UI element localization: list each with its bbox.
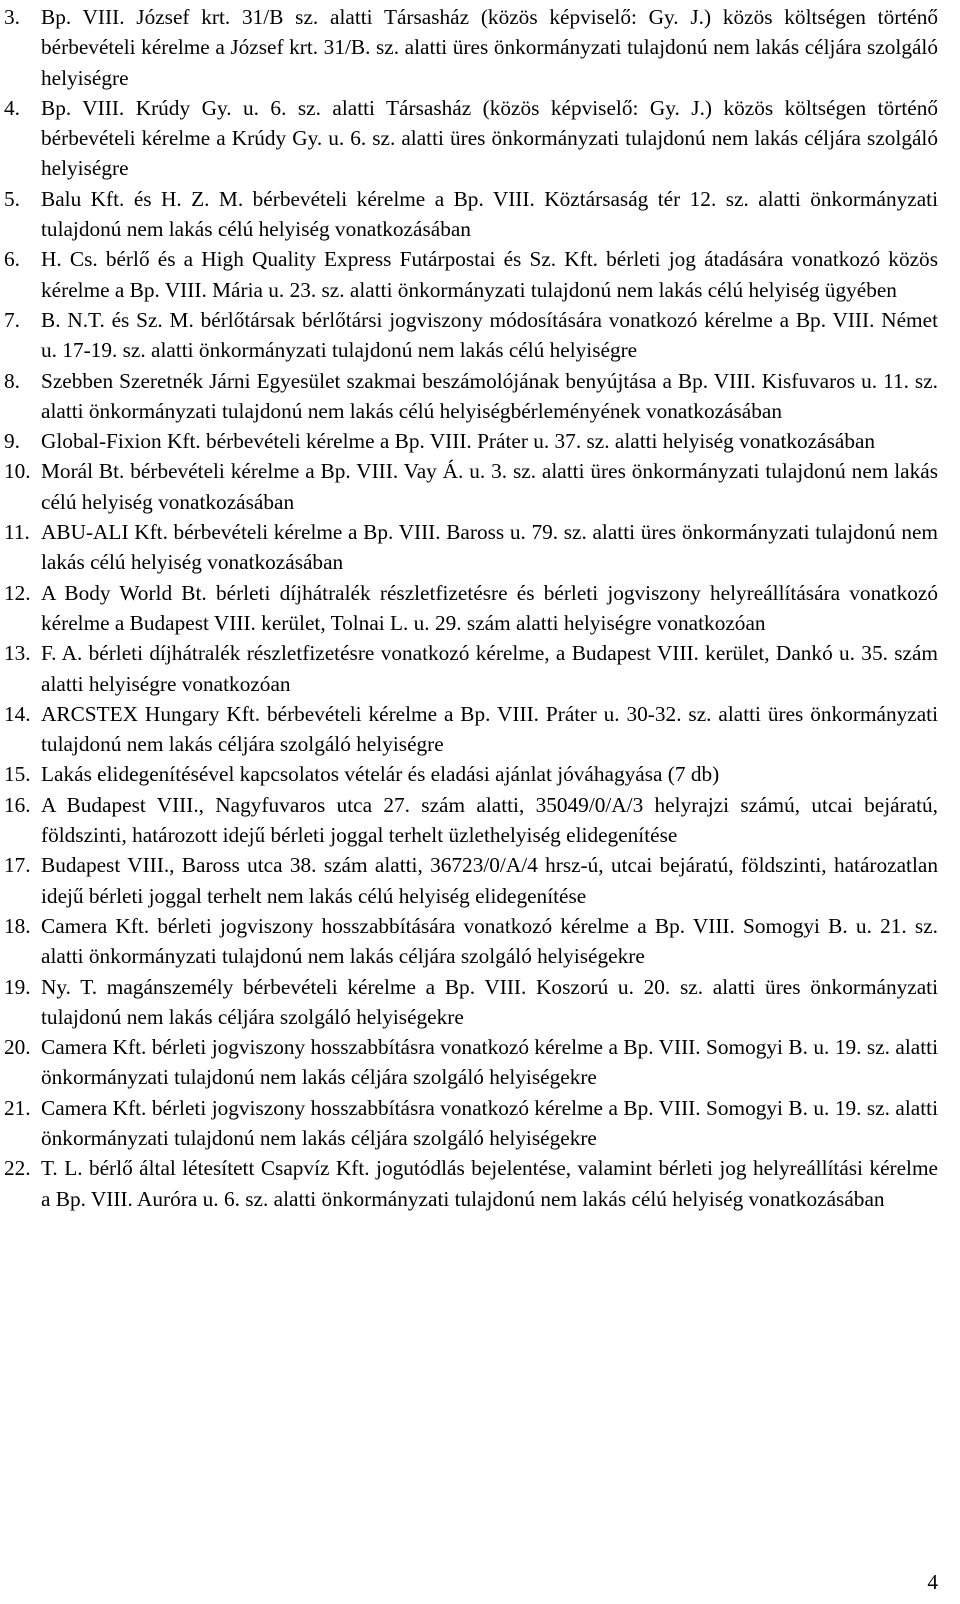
item-text: T. L. bérlő által létesített Csapvíz Kft. jogutódlás bejelentése, valamint bérleti jog helyreállítási kérelme a Bp. VIII. Auróra u. 6. sz. alatti önkormányzati tulajdonú nem lakás célú helyiség vonatkozásában	[41, 1156, 938, 1211]
item-text: ARCSTEX Hungary Kft. bérbevételi kérelme a Bp. VIII. Práter u. 30-32. sz. alatti üres önkormányzati tulajdonú nem lakás céljára szolgáló helyiségre	[41, 701, 938, 757]
page-number: 4	[927, 1570, 938, 1594]
item-text: Budapest VIII., Baross utca 38. szám alatti, 36723/0/A/4 hrsz-ú, utcai bejáratú, földszinti, határozatlan idejű bérleti joggal terhelt nem lakás célú helyiség elidegenítése	[41, 853, 938, 908]
item-text: Ny. T. magánszemély bérbevételi kérelme a Bp. VIII. Koszorú u. 20. sz. alatti üres önkormányzati tulajdonú nem lakás céljára szolgáló helyiségekre	[41, 974, 938, 1029]
item-number: 4.	[4, 95, 20, 120]
item-number: 8.	[4, 368, 20, 393]
item-text: Bp. VIII. József krt. 31/B sz. alatti Társasház (közös képviselő: Gy. J.) közös költségen történő bérbevételi kérelme a József krt. 31/B. sz. alatti üres önkormányzati tulajdonú nem lakás céljára szolgáló helyiségre	[41, 5, 938, 90]
agenda-item-14	[4, 699, 938, 760]
item-number: 7.	[4, 307, 20, 332]
item-number: 11.	[4, 520, 30, 545]
item-number: 9.	[4, 429, 20, 454]
item-text: Morál Bt. bérbevételi kérelme a Bp. VIII. Vay Á. u. 3. sz. alatti üres önkormányzati tulajdonú nem lakás célú helyiség vonatkozásában	[41, 459, 938, 514]
item-text: Lakás elidegenítésével kapcsolatos vételár és eladási ajánlat jóváhagyása (7 db)	[41, 762, 720, 787]
item-number: 3.	[4, 5, 20, 29]
agenda-item-9	[4, 426, 938, 456]
agenda-item-20	[4, 1032, 938, 1093]
agenda-item-11	[4, 517, 938, 578]
item-text: Camera Kft. bérleti jogviszony hosszabbítására vonatkozó kérelme a Bp. VIII. Somogyi B. u. 21. sz. alatti önkormányzati tulajdonú nem lakás céljára szolgáló helyiségekre	[41, 913, 938, 969]
item-number: 5.	[4, 186, 20, 211]
agenda-list	[4, 2, 938, 1214]
agenda-item-6	[4, 244, 938, 305]
item-number: 10.	[4, 459, 31, 484]
item-number: 21.	[4, 1095, 31, 1120]
agenda-item-17	[4, 850, 938, 911]
item-number: 15.	[4, 762, 31, 787]
agenda-item-4	[4, 93, 938, 184]
item-number: 6.	[4, 247, 20, 272]
item-number: 14.	[4, 701, 31, 726]
item-number: 16.	[4, 792, 31, 817]
agenda-item-8	[4, 366, 938, 427]
item-text: H. Cs. bérlő és a High Quality Express Futárpostai és Sz. Kft. bérleti jog átadására vonatkozó közös kérelme a Bp. VIII. Mária u. 23. sz. alatti önkormányzati tulajdonú nem lakás célú helyiség ügyében	[41, 247, 938, 302]
item-text: Bp. VIII. Krúdy Gy. u. 6. sz. alatti Társasház (közös képviselő: Gy. J.) közös költségen történő bérbevételi kérelme a Krúdy Gy. u. 6. sz. alatti üres önkormányzati tulajdonú nem lakás céljára szolgáló helyiségre	[41, 95, 938, 181]
agenda-item-15	[4, 759, 938, 789]
agenda-item-10	[4, 456, 938, 517]
agenda-item-5	[4, 184, 938, 245]
item-text: Camera Kft. bérleti jogviszony hosszabbításra vonatkozó kérelme a Bp. VIII. Somogyi B. u. 19. sz. alatti önkormányzati tulajdonú nem lakás céljára szolgáló helyiségekre	[41, 1095, 938, 1150]
agenda-item-3	[4, 2, 938, 93]
item-text: Szebben Szeretnék Járni Egyesület szakmai beszámolójának benyújtása a Bp. VIII. Kisfuvaros u. 11. sz. alatti önkormányzati tulajdonú nem lakás célú helyiségbérleményének vonatkozásában	[41, 368, 938, 423]
item-text: B. N.T. és Sz. M. bérlőtársak bérlőtársi jogviszony módosítására vonatkozó kérelme a Bp. VIII. Német u. 17-19. sz. alatti önkormányzati tulajdonú nem lakás célú helyiségre	[41, 307, 938, 363]
agenda-item-18	[4, 911, 938, 972]
item-text: ABU-ALI Kft. bérbevételi kérelme a Bp. VIII. Baross u. 79. sz. alatti üres önkormányzati tulajdonú nem lakás célú helyiség vonatkozásában	[41, 520, 938, 575]
agenda-item-12	[4, 578, 938, 639]
item-text: F. A. bérleti díjhátralék részletfizetésre vonatkozó kérelme, a Budapest VIII. kerület, Dankó u. 35. szám alatti helyiségre vonatkozóan	[41, 641, 938, 696]
agenda-item-16	[4, 790, 938, 851]
agenda-item-13	[4, 638, 938, 699]
agenda-item-22	[4, 1153, 938, 1214]
agenda-item-21	[4, 1093, 938, 1154]
item-number: 22.	[4, 1156, 31, 1181]
item-text: A Body World Bt. bérleti díjhátralék részletfizetésre és bérleti jogviszony helyreállítására vonatkozó kérelme a Budapest VIII. kerület, Tolnai L. u. 29. szám alatti helyiségre vonatkozóan	[41, 580, 938, 635]
item-text: Balu Kft. és H. Z. M. bérbevételi kérelme a Bp. VIII. Köztársaság tér 12. sz. alatti önkormányzati tulajdonú nem lakás célú helyiség vonatkozásában	[41, 186, 938, 242]
item-number: 19.	[4, 974, 31, 999]
item-number: 17.	[4, 853, 31, 878]
item-text: Global-Fixion Kft. bérbevételi kérelme a Bp. VIII. Práter u. 37. sz. alatti helyiség vonatkozásában	[41, 429, 876, 454]
item-text: Camera Kft. bérleti jogviszony hosszabbításra vonatkozó kérelme a Bp. VIII. Somogyi B. u. 19. sz. alatti önkormányzati tulajdonú nem lakás céljára szolgáló helyiségekre	[41, 1035, 938, 1090]
agenda-item-19	[4, 972, 938, 1033]
item-number: 18.	[4, 913, 31, 938]
item-number: 13.	[4, 641, 31, 666]
item-number: 20.	[4, 1035, 31, 1060]
item-text: A Budapest VIII., Nagyfuvaros utca 27. szám alatti, 35049/0/A/3 helyrajzi számú, utcai bejáratú, földszinti, határozott idejű bérleti joggal terhelt üzlethelyiség elidegenítése	[41, 792, 938, 848]
item-number: 12.	[4, 580, 31, 605]
agenda-item-7	[4, 305, 938, 366]
